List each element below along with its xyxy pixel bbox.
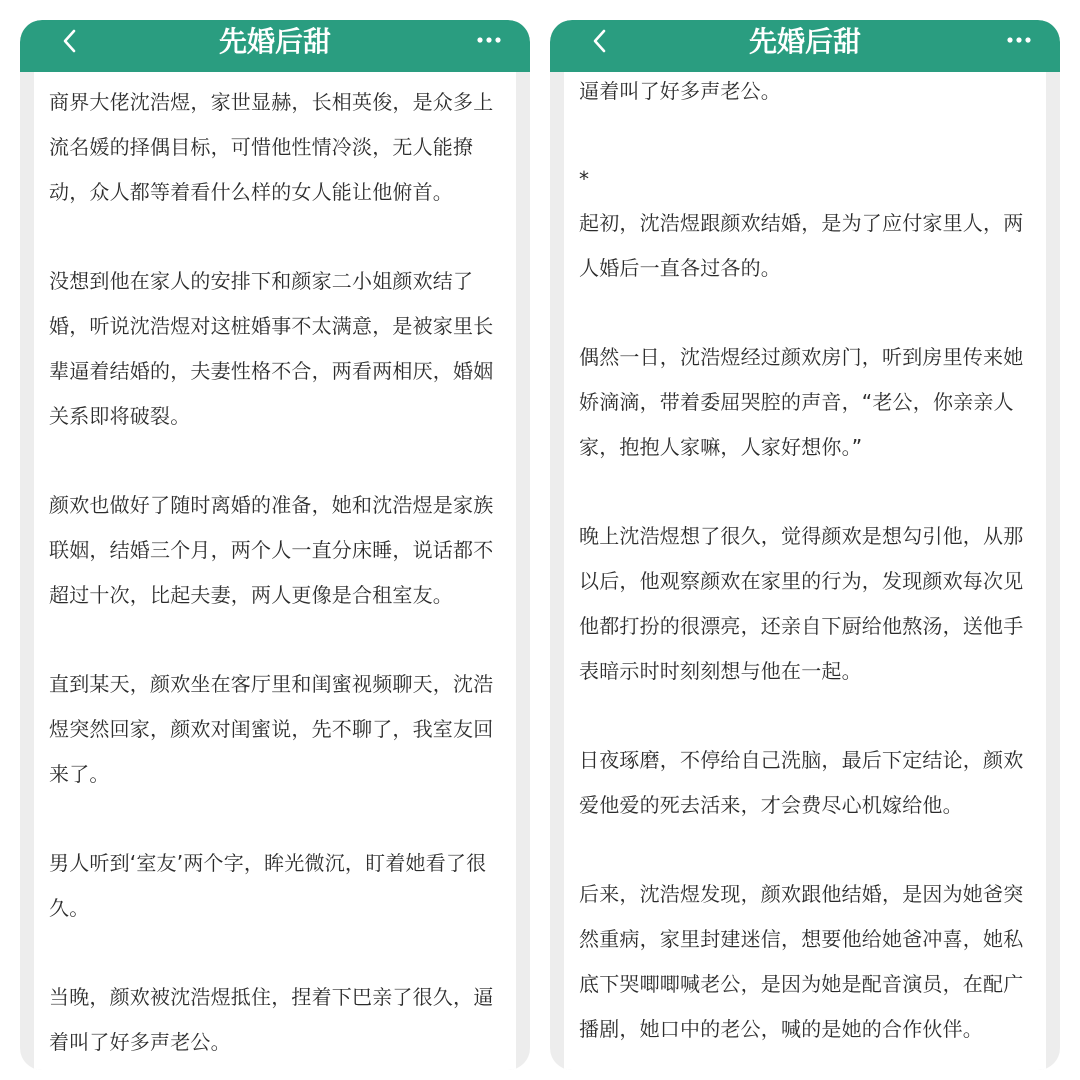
paragraph: 逼着叫了好多声老公。 — [579, 79, 781, 103]
section-separator: * — [579, 167, 590, 191]
paragraph: 日夜琢磨，不停给自己洗脑，最后下定结论，颜欢爱他爱的死去活来，才会费尽心机嫁给他。 — [579, 748, 1024, 817]
paragraph: 起初，沈浩煜跟颜欢结婚，是为了应付家里人，两人婚后一直各过各的。 — [579, 211, 1024, 280]
reader-panel-right — [550, 20, 1060, 1070]
chapter-text[interactable] — [564, 72, 1046, 1070]
header-bar — [550, 20, 1060, 72]
paragraph: 男人听到‘室友’两个字，眸光微沉，盯着她看了很久。 — [49, 851, 487, 920]
more-horizontal-icon[interactable] — [1006, 30, 1032, 50]
more-horizontal-icon[interactable] — [476, 30, 502, 50]
chapter-text[interactable] — [34, 72, 516, 1070]
paragraph: 颜欢也做好了随时离婚的准备，她和沈浩煜是家族联姻，结婚三个月，两个人一直分床睡，说话都不超过十次，比起夫妻，两人更像是合租室友。 — [49, 493, 494, 607]
chevron-left-icon[interactable] — [590, 26, 610, 56]
paragraph: 商界大佬沈浩煜，家世显赫，长相英俊，是众多上流名媛的择偶目标，可惜他性情冷淡，无人能撩动，众人都等着看什么样的女人能让他俯首。 — [49, 90, 494, 204]
paragraph: 直到某天，颜欢坐在客厅里和闺蜜视频聊天，沈浩煜突然回家，颜欢对闺蜜说，先不聊了，我室友回来了。 — [49, 672, 494, 786]
chevron-left-icon[interactable] — [60, 26, 80, 56]
book-title: 先婚后甜 — [748, 25, 861, 58]
paragraph: 后来，沈浩煜发现，颜欢跟他结婚，是因为她爸突然重病，家里封建迷信，想要他给她爸冲喜，她私底下哭唧唧喊老公，是因为她是配音演员，在配广播剧，她口中的老公，喊的是她的合作伙伴。 — [579, 882, 1024, 1041]
book-title: 先婚后甜 — [218, 25, 331, 58]
reader-panel-left — [20, 20, 530, 1070]
paragraph: 偶然一日，沈浩煜经过颜欢房门，听到房里传来她娇滴滴，带着委屈哭腔的声音，“老公，你亲亲人家，抱抱人家嘛，人家好想你。” — [579, 345, 1024, 459]
header-bar — [20, 20, 530, 72]
paragraph: 没想到他在家人的安排下和颜家二小姐颜欢结了婚，听说沈浩煜对这桩婚事不太满意，是被家里长辈逼着结婚的，夫妻性格不合，两看两相厌，婚姻关系即将破裂。 — [49, 269, 494, 428]
paragraph: 晚上沈浩煜想了很久，觉得颜欢是想勾引他，从那以后，他观察颜欢在家里的行为，发现颜欢每次见他都打扮的很漂亮，还亲自下厨给他熬汤，送他手表暗示时时刻刻想与他在一起。 — [579, 524, 1024, 683]
paragraph: 当晚，颜欢被沈浩煜抵住，捏着下巴亲了很久，逼着叫了好多声老公。 — [49, 985, 494, 1054]
